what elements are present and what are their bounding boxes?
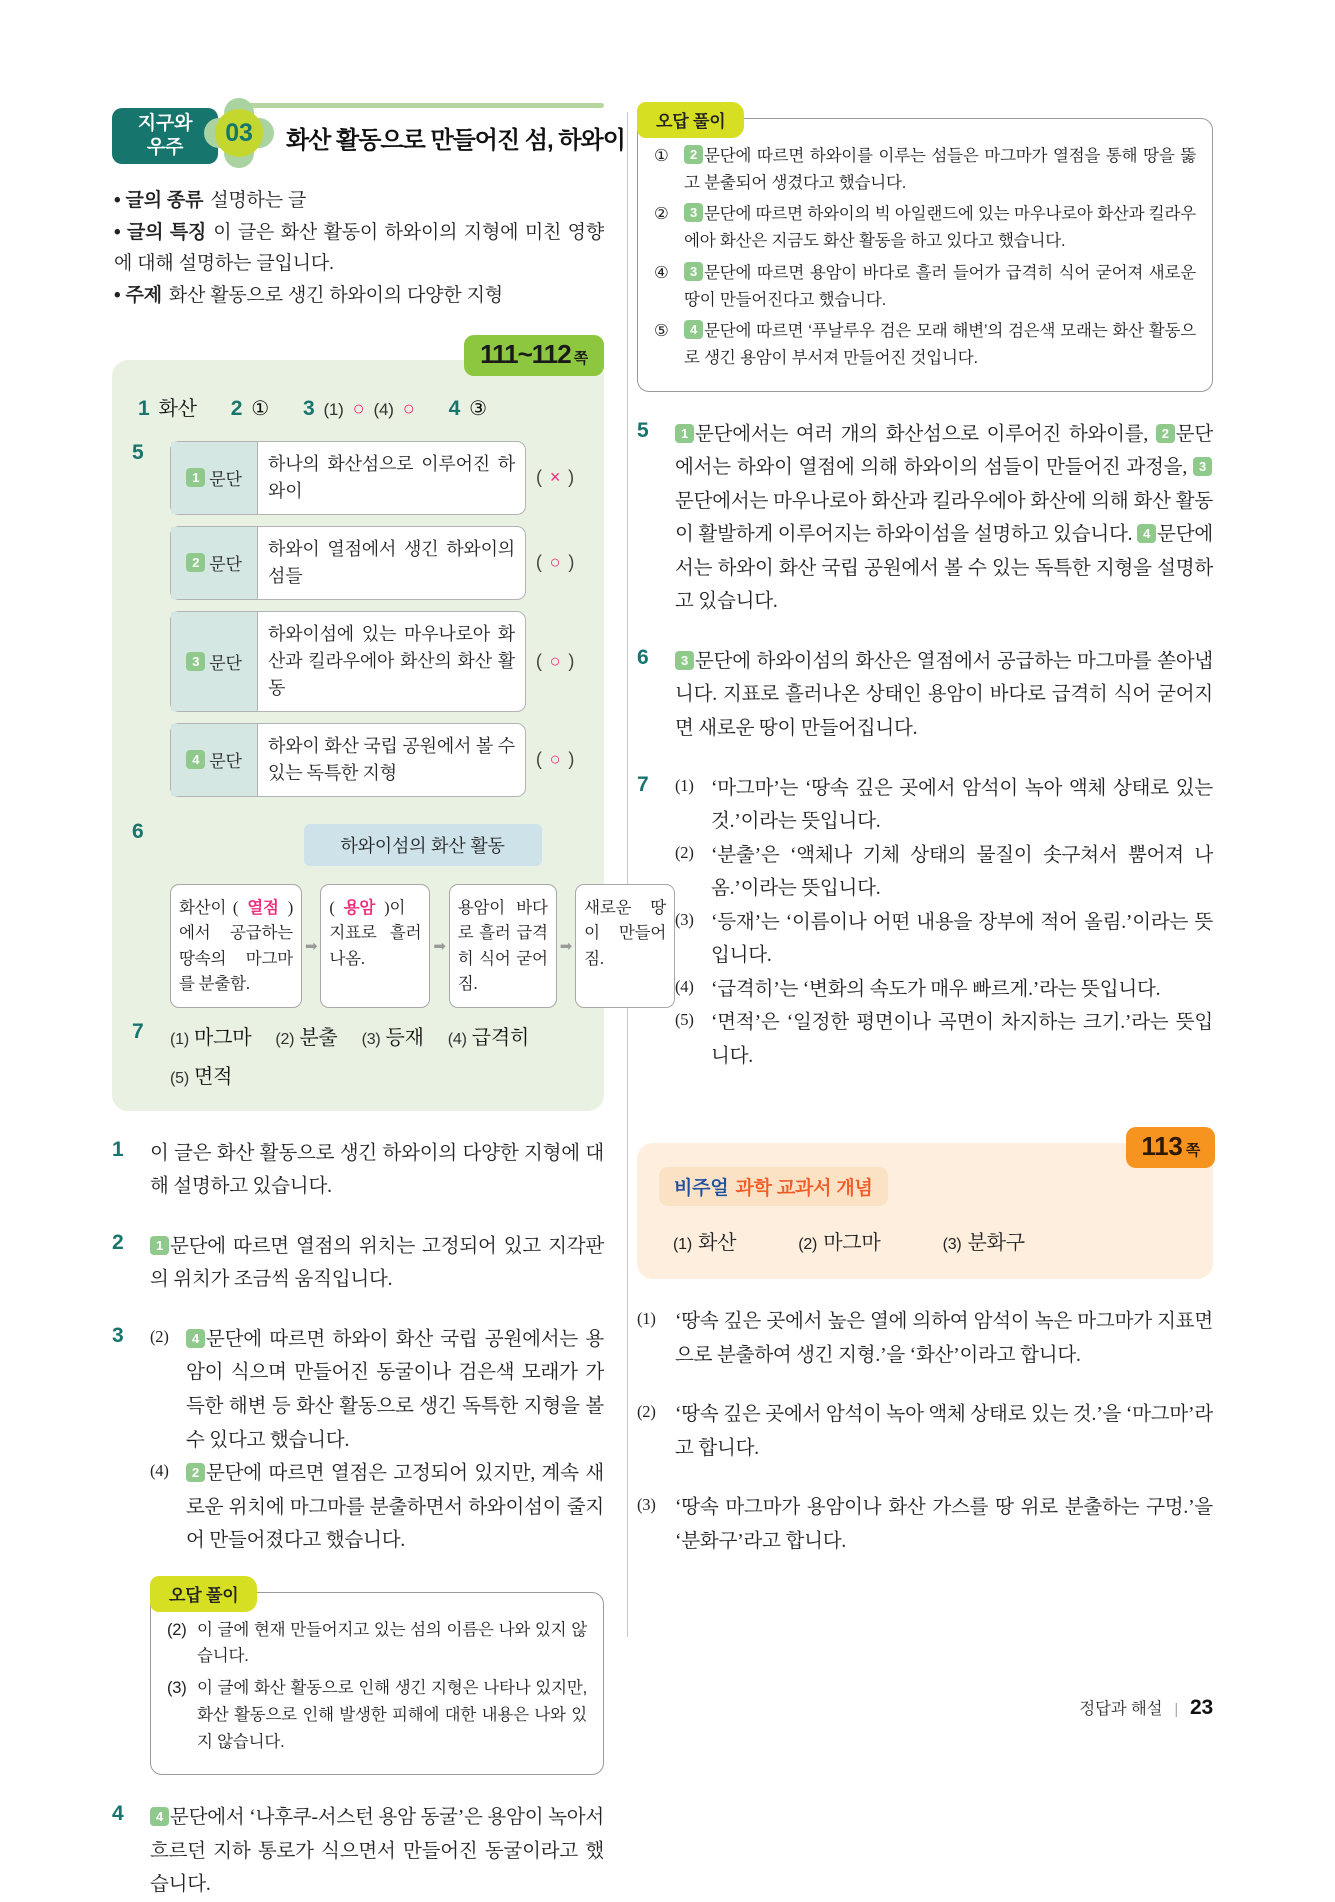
question-number: 3 [302, 396, 315, 420]
definition-text: ‘땅속 깊은 곳에서 암석이 녹아 액체 상태로 있는 것.’을 ‘마그마’라고 합니다. [675, 1404, 1213, 1459]
header-accent-line [240, 103, 604, 108]
footer-separator: | [1174, 1701, 1179, 1718]
paragraph-summary: 하와이 화산 국립 공원에서 볼 수 있는 독특한 지형 [268, 735, 515, 783]
paragraph-number-badge: 4 [186, 750, 205, 769]
answer-part: (2) 마그마 [798, 1232, 881, 1255]
paragraph-number-badge: 2 [1156, 424, 1175, 443]
true-false-mark: ( ○ ) [535, 552, 575, 573]
answer-q7 [132, 1020, 584, 1089]
wrong-answer-box [150, 1585, 604, 1776]
flowchart-title: 하와이섬의 화산 활동 [304, 824, 542, 866]
answer-part: (1) 마그마 [170, 1026, 252, 1049]
paragraph-summary: 하와이 열점에서 생긴 하와이의 섬들 [268, 538, 515, 586]
answer-q3 [303, 397, 415, 421]
page-number-tab [464, 335, 604, 376]
sub-explanation: (5) ‘면적’은 ‘일정한 평면이나 곡면이 차지하는 크기.’라는 뜻입니다. [675, 1006, 1213, 1073]
visual-answers-row [673, 1226, 1191, 1255]
visual-concept-box [637, 1131, 1213, 1279]
wrong-answer-item: (2) 이 글에 현재 만들어지고 있는 섬의 이름은 나와 있지 않습니다. [167, 1620, 587, 1666]
lesson-number: 03 [215, 109, 263, 157]
paragraph-number-badge: 3 [675, 651, 694, 670]
paragraph-number-badge: 2 [186, 553, 205, 572]
definition-text: ‘면적’은 ‘일정한 평면이나 곡면이 차지하는 크기.’라는 뜻입니다. [711, 1012, 1213, 1067]
circle-mark: ○ [352, 397, 365, 420]
question-number: 4 [448, 396, 461, 420]
quick-answers-row [138, 392, 584, 421]
wrong-answer-item: ① 2 문단에 따르면 하와이를 이루는 섬들은 마그마가 열점을 통해 땅을 뚫고 분출되어 생겼다고 했습니다. [654, 147, 1196, 192]
q5-row [170, 526, 584, 600]
explanation-text: 1 문단에 따르면 열점의 위치는 고정되어 있고 지각판의 위치가 조금씩 움직입니다. [150, 1235, 604, 1291]
q5-row [170, 611, 584, 712]
circle-mark: ○ [402, 397, 415, 420]
page-range: 111~112 [480, 338, 571, 369]
flowchart [170, 884, 675, 1008]
question-number: 2 [230, 396, 243, 420]
paragraph-summary: 하나의 화산섬으로 이루어진 하와이 [268, 453, 515, 501]
explanation-3 [112, 1323, 604, 1558]
meta-text: 이 글은 화산 활동이 하와이의 지형에 미친 영향에 대해 설명하는 글입니다. [114, 222, 604, 274]
answer-q1 [138, 392, 197, 421]
sub-explanation: (2) ‘분출’은 ‘액체나 기체 상태의 물질이 솟구쳐서 뿜어져 나옴.’이라는 뜻입니다. [675, 839, 1213, 906]
page-range: 113 [1141, 1131, 1183, 1162]
paragraph-number-badge: 1 [150, 1236, 169, 1255]
answer-value: ① [251, 397, 269, 420]
unit-label-line2: 우주 [146, 137, 184, 158]
answer-part: (5) 면적 [170, 1065, 233, 1088]
footer-label: 정답과 해설 [1079, 1700, 1163, 1718]
answer-part-label: (1) [323, 399, 344, 419]
paragraph-summary: 하와이섬에 있는 마우나로아 화산과 킬라우에아 화산의 화산 활동 [268, 623, 515, 698]
concept-label: 과학 교과서 개념 [735, 1178, 873, 1200]
true-false-mark: ( ○ ) [535, 749, 575, 770]
true-false-mark: ( ○ ) [535, 650, 575, 671]
page-footer [1079, 1695, 1213, 1720]
answer-part-label: (4) [373, 399, 394, 419]
wrong-answer-item: ④ 3 문단에 따르면 용암이 바다로 흘러 들어가 급격히 식어 굳어져 새로운 땅이 만들어진다고 했습니다. [654, 263, 1196, 309]
paragraph-number-badge: 2 [186, 1463, 205, 1482]
circle-mark: ○ [549, 650, 561, 671]
definition-text: ‘등재’는 ‘이름이나 어떤 내용을 장부에 적어 올림.’이라는 뜻입니다. [711, 911, 1213, 967]
paragraph-number-badge: 1 [186, 468, 205, 487]
paragraph-number-badge: 3 [684, 203, 703, 222]
arrow-right-icon: ➡ [559, 937, 573, 955]
paragraph-number-badge: 3 [186, 652, 205, 671]
sub-explanation: (4) ‘급격히’는 ‘변화의 속도가 매우 빠르게.’라는 뜻입니다. [675, 973, 1213, 1007]
wrong-answer-tag: 오답 풀이 [150, 1576, 257, 1612]
unit-label-line1: 지구와 [137, 113, 193, 135]
wrong-answer-box [637, 112, 1213, 392]
explanation-5 [637, 418, 1213, 619]
definition-text: ‘땅속 마그마가 용암이나 화산 가스를 땅 위로 분출하는 구멍.’을 ‘분화구’라고 합니다. [675, 1497, 1213, 1552]
answer-q6 [132, 819, 667, 1008]
visual-label: 비주얼 [674, 1178, 729, 1200]
answer-summary-box [112, 338, 667, 1111]
fill-in-answer: 열점 [247, 897, 279, 917]
page-suffix: 쪽 [1185, 1142, 1200, 1160]
question-number: 7 [132, 1019, 144, 1043]
sub-explanation: (4) 2 문단에 따르면 열점은 고정되어 있지만, 계속 새로운 위치에 마그마를 분출하면서 하와이섬이 줄지어 만들어졌다고 했습니다. [150, 1457, 604, 1558]
explanation-text: 1 문단에서는 여러 개의 화산섬으로 이루어진 하와이를, 2 문단에서는 하와이 열점에 의해 하와이의 섬들이 만들어진 과정을, 3문단에서는 마우나로아 화산과 킬라우에아 화산에 의해 화산 활동이 활발하게 이루어지는 하와이섬을 설명하고 있습니다. 4 문단에서는 하와이 화산 국립 공원에서 볼 수 있는 독특한 지형을 설명하고 있습니다. [675, 423, 1213, 613]
paragraph-number-badge: 2 [684, 145, 703, 164]
flow-step: 화산이 ( 열점 )에서 공급하는 땅속의 마그마를 분출함. [170, 884, 302, 1008]
paragraph-label: 4 문단 [171, 724, 258, 796]
page-number-tab [1126, 1127, 1215, 1168]
flow-step: 새로운 땅이 만들어짐. [575, 884, 675, 1008]
sub-explanation: (3) ‘등재’는 ‘이름이나 어떤 내용을 장부에 적어 올림.’이라는 뜻입니다. [675, 906, 1213, 973]
explanation-text: 4 문단에서 ‘나후쿠-서스턴 용암 동굴’은 용암이 녹아서 흐르던 지하 통로가 식으면서 만들어진 동굴이라고 했습니다. [150, 1807, 604, 1896]
q5-row [170, 723, 584, 797]
question-number: 1 [138, 396, 150, 420]
definition-text: ‘마그마’는 ‘땅속 깊은 곳에서 암석이 녹아 액체 상태로 있는 것.’이라는 뜻입니다. [711, 777, 1213, 833]
paragraph-number-badge: 4 [150, 1807, 169, 1826]
wrong-answer-tag: 오답 풀이 [637, 102, 744, 138]
page-suffix: 쪽 [573, 349, 588, 367]
q5-row [170, 441, 584, 515]
definition-text: ‘땅속 깊은 곳에서 높은 열에 의하여 암석이 녹은 마그마가 지표면으로 분출하여 생긴 지형.’을 ‘화산’이라고 합니다. [675, 1311, 1213, 1366]
meta-topic: • 주제 화산 활동으로 생긴 하와이의 다양한 지형 [114, 285, 503, 307]
explanation-2 [112, 1230, 604, 1297]
concept-definition: (3) ‘땅속 마그마가 용암이나 화산 가스를 땅 위로 분출하는 구멍.’을 ‘분화구’라고 합니다. [637, 1491, 1213, 1558]
wrong-answer-item: (3) 이 글에 화산 활동으로 인해 생긴 지형은 나타나 있지만, 화산 활동으로 인해 발생한 피해에 대한 내용은 나와 있지 않습니다. [167, 1679, 587, 1751]
visual-concept-tag [659, 1167, 888, 1206]
question-number: 1 [112, 1137, 124, 1161]
wrong-answer-item: ② 3 문단에 따르면 하와이의 빅 아일랜드에 있는 마우나로아 화산과 킬라우에아 화산은 지금도 화산 활동을 하고 있다고 했습니다. [654, 205, 1196, 251]
circle-mark: ○ [549, 749, 561, 770]
arrow-right-icon: ➡ [305, 937, 318, 955]
paragraph-label: 1 문단 [171, 442, 258, 514]
question-number: 3 [112, 1323, 124, 1347]
left-column [112, 100, 667, 1902]
meta-genre: • 글의 종류 설명하는 글 [114, 190, 307, 211]
circle-mark: ○ [549, 552, 561, 573]
answer-part: (3) 분화구 [942, 1232, 1025, 1255]
meta-feature: • 글의 특징 이 글은 화산 활동이 하와이의 지형에 미친 영향에 대해 설명하는 글입니다. [114, 222, 604, 274]
explanation-text: 3 문단에 하와이섬의 화산은 열점에서 공급하는 마그마를 쏟아냅니다. 지표로 흘러나온 상태인 용암이 바다로 급격히 식어 굳어지면 새로운 땅이 만들어집니다. [675, 650, 1213, 739]
meta-label: 글의 특징 [127, 222, 207, 244]
flow-step: ( 용암 )이 지표로 흘러나옴. [320, 884, 430, 1008]
answer-q5 [132, 441, 584, 808]
answer-part: (2) 분출 [275, 1026, 338, 1049]
question-number: 6 [132, 819, 144, 843]
paragraph-number-badge: 1 [675, 424, 694, 443]
explanation-7 [637, 772, 1213, 1074]
meta-label: 주제 [125, 285, 162, 307]
paragraph-number-badge: 4 [186, 1329, 205, 1348]
paragraph-label: 3 문단 [171, 612, 258, 711]
meta-text: 화산 활동으로 생긴 하와이의 다양한 지형 [168, 285, 503, 307]
explanation-4 [112, 1801, 604, 1902]
meta-label: 글의 종류 [125, 190, 204, 211]
paragraph-label: 2 문단 [171, 527, 258, 599]
lesson-header [112, 100, 625, 170]
flow-step: 용암이 바다로 흘러 급격히 식어 굳어짐. [449, 884, 557, 1008]
paragraph-number-badge: 3 [684, 262, 703, 281]
footer-page-number: 23 [1190, 1696, 1213, 1719]
wrong-answer-item: ⑤ 4 문단에 따르면 ‘푸날루우 검은 모래 해변’의 검은색 모래는 화산 활동으로 생긴 용암이 부서져 만들어진 것입니다. [654, 322, 1196, 368]
question-number: 6 [637, 645, 649, 669]
answer-q4 [449, 396, 487, 421]
unit-badge [112, 108, 218, 164]
x-mark: × [549, 467, 561, 488]
passage-meta [114, 186, 604, 312]
lesson-number-flower-icon [206, 100, 272, 166]
explanation-6 [637, 645, 1213, 746]
explanation-text: 4 문단에 따르면 하와이 화산 국립 공원에서는 용암이 식으며 만들어진 동굴이나 검은색 모래가 가득한 해변 등 화산 활동으로 생긴 독특한 지형을 볼 수 있다고 했습니다. [186, 1328, 604, 1451]
question-number: 4 [112, 1802, 124, 1826]
sub-explanation: (2) 4 문단에 따르면 하와이 화산 국립 공원에서는 용암이 식으며 만들어진 동굴이나 검은색 모래가 가득한 해변 등 화산 활동으로 생긴 독특한 지형을 볼 수 있다고 했습니다. [150, 1323, 604, 1457]
question-number: 7 [637, 772, 649, 796]
explanation-text: 이 글은 화산 활동으로 생긴 하와이의 다양한 지형에 대해 설명하고 있습니다. [150, 1142, 604, 1198]
explanation-1 [112, 1137, 604, 1204]
answer-part: (3) 등재 [361, 1026, 424, 1049]
answer-q2 [231, 396, 269, 421]
arrow-right-icon: ➡ [433, 937, 446, 955]
definition-text: ‘급격히’는 ‘변화의 속도가 매우 빠르게.’라는 뜻입니다. [711, 978, 1161, 1000]
paragraph-number-badge: 4 [684, 320, 703, 339]
question-number: 5 [637, 418, 649, 442]
true-false-mark: ( × ) [536, 467, 574, 488]
lesson-title: 화산 활동으로 만들어진 섬, 하와이 [286, 127, 625, 154]
question-number: 2 [112, 1230, 124, 1254]
answer-part: (4) 급격히 [447, 1026, 530, 1049]
fill-in-answer: 용암 [343, 897, 376, 917]
question-number: 5 [132, 440, 144, 464]
concept-definition: (1) ‘땅속 깊은 곳에서 높은 열에 의하여 암석이 녹은 마그마가 지표면으로 분출하여 생긴 지형.’을 ‘화산’이라고 합니다. [637, 1305, 1213, 1372]
right-column [637, 100, 1213, 1559]
definition-text: ‘분출’은 ‘액체나 기체 상태의 물질이 솟구쳐서 뿜어져 나옴.’이라는 뜻입니다. [711, 844, 1213, 900]
meta-text: 설명하는 글 [210, 190, 307, 211]
answer-part: (1) 화산 [673, 1232, 737, 1255]
answer-value: ③ [469, 397, 487, 420]
explanation-text: 2 문단에 따르면 열점은 고정되어 있지만, 계속 새로운 위치에 마그마를 분출하면서 하와이섬이 줄지어 만들어졌다고 했습니다. [186, 1463, 604, 1552]
sub-explanation: (1) ‘마그마’는 ‘땅속 깊은 곳에서 암석이 녹아 액체 상태로 있는 것.’이라는 뜻입니다. [675, 772, 1213, 839]
paragraph-number-badge: 3 [1193, 457, 1212, 476]
paragraph-number-badge: 4 [1137, 524, 1156, 543]
answer-value: 화산 [158, 397, 197, 420]
concept-definition: (2) ‘땅속 깊은 곳에서 암석이 녹아 액체 상태로 있는 것.’을 ‘마그마’라고 합니다. [637, 1398, 1213, 1465]
